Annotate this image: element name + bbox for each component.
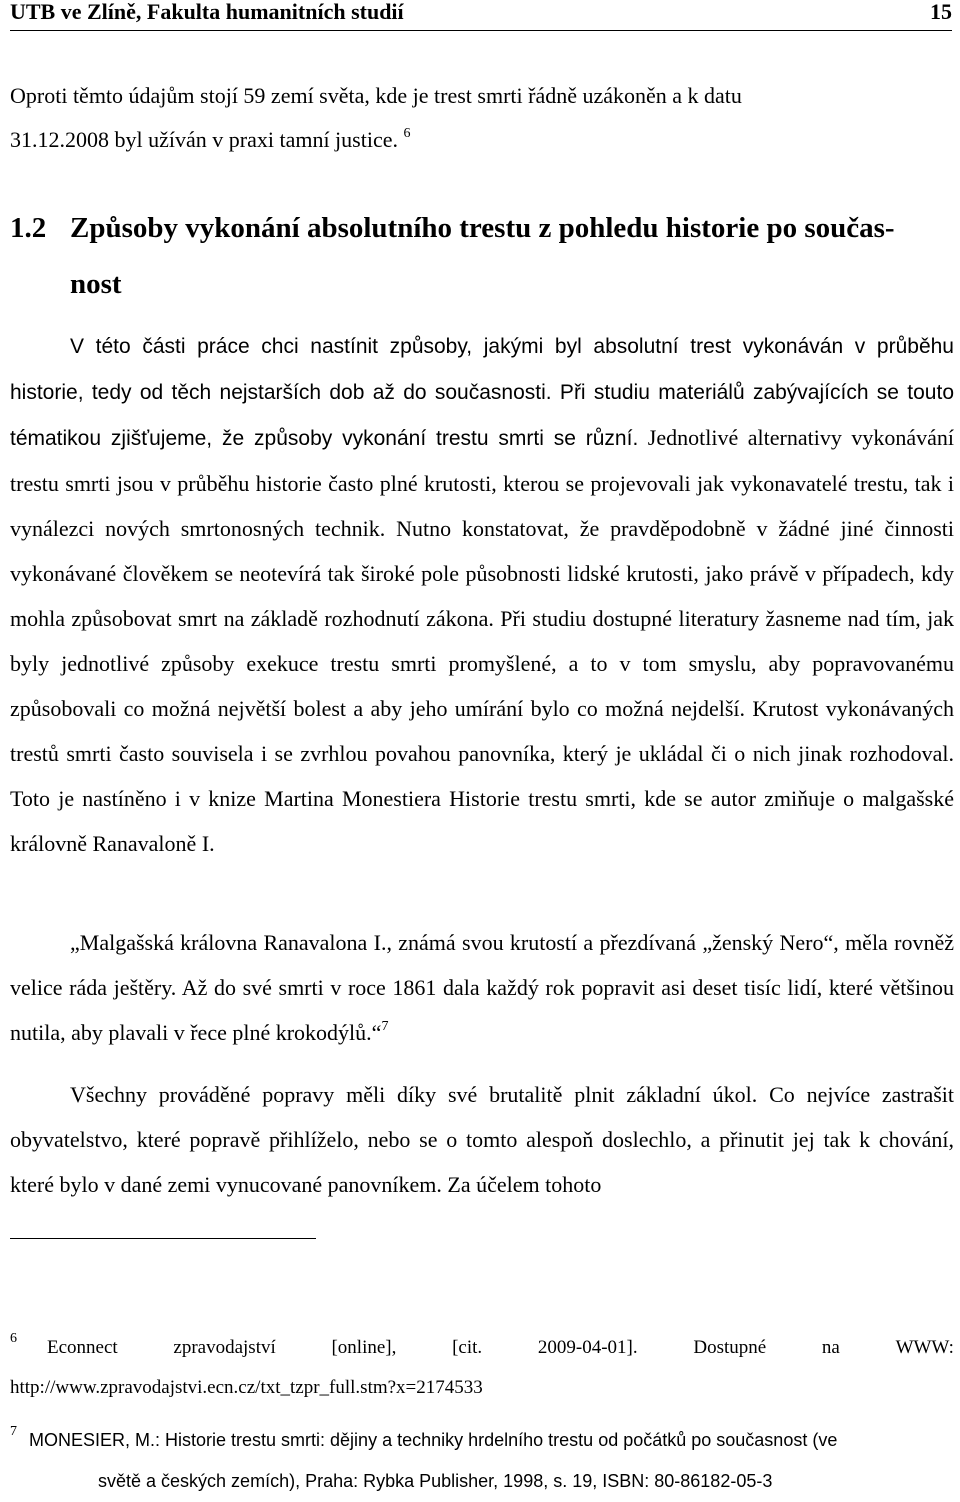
- closing-paragraph: [10, 1072, 954, 1207]
- intro-text-1: Oproti těmto údajům stojí 59 zemí světa, kde je trest smrti řádně uzákoněn a k datu: [10, 83, 742, 108]
- quote-text: „Malgašská královna Ranavalona I., známá svou krutostí a přezdívaná „ženský Nero“, měla rovněž velice ráda ještěry. Až do své smrti v roce 1861 dala každý rok popravit asi deset tisíc lidí, které většinou nutila, aby plavali v řece plné krokodýlů.“: [10, 930, 954, 1045]
- footnote-6-url[interactable]: http://www.zpravodajstvi.ecn.cz/txt_tzpr_full.stm?x=2174533: [10, 1377, 483, 1398]
- footnote-6-line-2: [10, 1368, 954, 1408]
- fn6-word: 2009-04-01].: [537, 1337, 638, 1358]
- footnote-7-line-2: [10, 1461, 954, 1502]
- fn6-word: WWW:: [895, 1337, 954, 1358]
- section-heading-line-2: [10, 256, 954, 312]
- para2-text: Všechny prováděné popravy měli díky své brutalitě plnit základní úkol. Co nejvíce zastrašit obyvatelstvo, které popravě přihlíželo, nebo se o tomto alespoň doslechlo, a přinutit jej tak k chování, které bylo v dané zemi vynucované panovníkem. Za účelem tohoto: [10, 1082, 954, 1197]
- footnote-7-text-1: MONESIER, M.: Historie trestu smrti: dějiny a techniky hrdelního trestu od počátků po současnost (ve: [29, 1430, 838, 1450]
- fn6-word: [cit.: [452, 1337, 483, 1358]
- footnote-7-line-1: [10, 1420, 954, 1461]
- fn6-word: Econnect: [47, 1337, 118, 1358]
- footnote-6-mark: 6: [10, 1330, 17, 1346]
- footnote-7-text-2: světě a českých zemích), Praha: Rybka Publisher, 1998, s. 19, ISBN: 80-86182-05-3: [98, 1471, 773, 1491]
- section-title-1: Způsoby vykonání absolutního trestu z pohledu historie po součas-: [70, 212, 895, 244]
- footnote-6: [10, 1328, 954, 1408]
- header-institution: UTB ve Zlíně, Fakulta humanitních studií: [10, 0, 404, 24]
- para1-serif-part: Při studiu materiálů zabývajících se touto tématikou zjišťujeme, že způsoby vykonání trestu smrti se různí.: [10, 381, 954, 450]
- footnote-7: [10, 1420, 954, 1502]
- section-number: 1.2: [10, 212, 47, 244]
- intro-line-1: [10, 74, 954, 118]
- fn6-word: zpravodajství: [173, 1337, 276, 1358]
- main-paragraph: [10, 323, 954, 866]
- intro-line-2: [10, 118, 954, 162]
- para1-sans-part: V této části práce chci nastínit způsoby, jakými byl absolutní trest vykonáván v průběhu historie, tedy od těch nejstarších dob až do současnosti.: [10, 335, 954, 404]
- running-header: [10, 0, 952, 31]
- footnote-6-line-1: [10, 1328, 954, 1368]
- footnote-ref-7[interactable]: 7: [381, 1019, 389, 1035]
- section-title-2: nost: [70, 268, 122, 300]
- intro-paragraph: [10, 74, 954, 162]
- header-page-number: 15: [930, 0, 952, 24]
- footnote-ref-6[interactable]: 6: [403, 126, 411, 142]
- quote-paragraph: [10, 920, 954, 1055]
- fn6-word: na: [821, 1337, 840, 1358]
- para1-rest: Jednotlivé alternativy vykonávání trestu smrti jsou v průběhu historie často plné krutosti, kterou se projevovali jak vykonavatelé trestu, tak i vynálezci nových smrtonosných technik. Nutno konstatovat, že pravděpodobně v žádné jiné činnosti vykonávané člověkem se neotevírá tak široké pole působnosti lidské krutosti, jako právě v případech, kdy mohla způsobovat smrt na základě rozhodnutí zákona. Při studiu dostupné literatury žasneme nad tím, jak byly jednotlivé způsoby exekuce trestu smrti promyšlené, a to v tom smyslu, aby popravovanému způsobovali co možná největší bolest a aby jeho umírání bylo co možná nejdelší. Krutost vykonávaných trestů smrti často souvisela i se zvrhlou povahou panovníka, který je ukládal či o nich jinak rozhodoval. Toto je nastíněno i v knize Martina Monestiera Historie trestu smrti, kde se autor zmiňuje o malgašské královně Ranavaloně I.: [10, 425, 954, 856]
- footnote-separator: [10, 1238, 316, 1239]
- intro-text-2: 31.12.2008 byl užíván v praxi tamní justice.: [10, 127, 398, 152]
- footnote-7-mark: 7: [10, 1423, 17, 1439]
- fn6-word: [online],: [331, 1337, 397, 1358]
- section-heading: [10, 200, 954, 312]
- section-heading-line-1: [10, 200, 954, 256]
- fn6-word: Dostupné: [693, 1337, 767, 1358]
